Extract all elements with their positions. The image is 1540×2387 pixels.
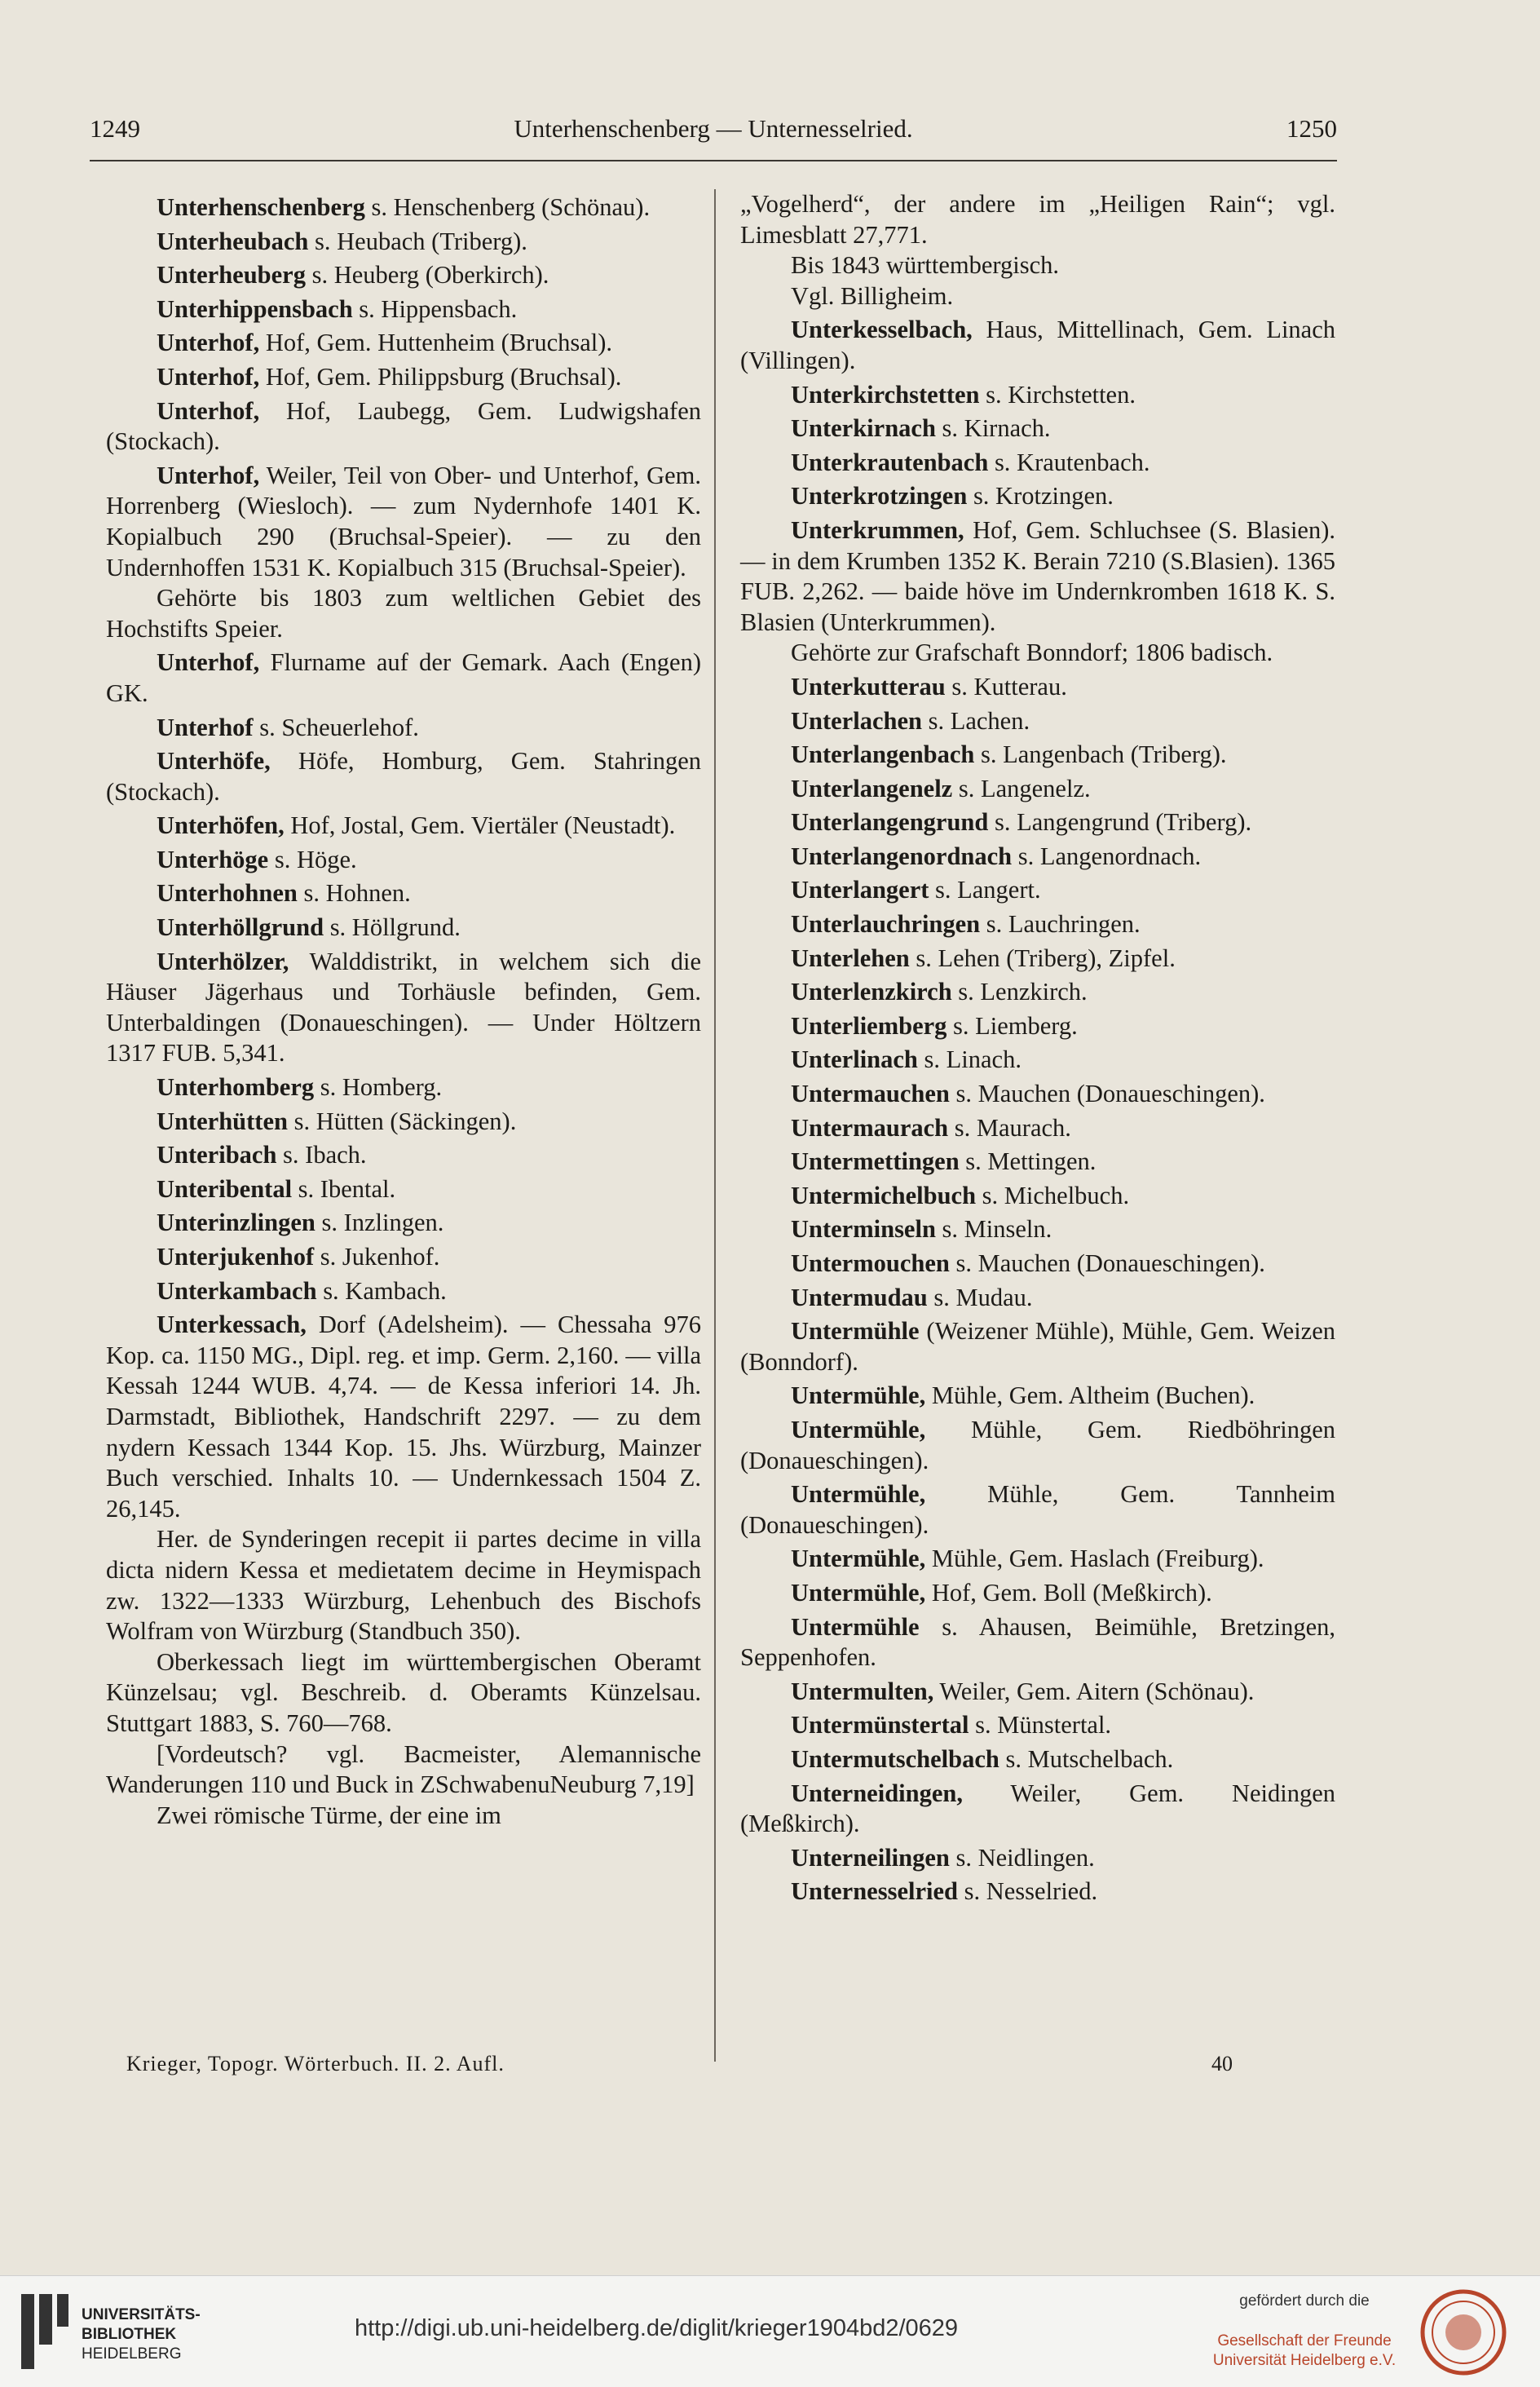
entry-text: s. Langengrund (Triberg). <box>988 808 1252 837</box>
entry <box>740 1249 1335 1280</box>
entry <box>106 260 701 291</box>
entry-headword: Unterlehen <box>791 944 910 972</box>
entry <box>106 845 701 876</box>
entry-text: s. Kutterau. <box>945 672 1067 701</box>
entry-text: s. Michelbuch. <box>976 1181 1130 1209</box>
footer-source: Krieger, Topogr. Wörterbuch. II. 2. Aufl. <box>126 2052 505 2075</box>
entry-headword: Unterneilingen <box>791 1843 950 1872</box>
entry-headword: Unterhof, <box>157 329 260 357</box>
entry-text: Höfe, Homburg, Gem. Stahringen (Stockach). <box>106 747 701 806</box>
entry-text: Walddistrikt, in welchem sich die Häuser Jägerhaus und Torhäusle befinden, Gem. Unterbaldingen (Donaueschingen). — Under Höltzern 1317 FUB. 5,341. <box>106 947 701 1068</box>
column-divider <box>714 189 716 2062</box>
entry <box>740 944 1335 975</box>
entry-headword: Untermichelbuch <box>791 1181 977 1209</box>
entry-headword: Unterliemberg <box>791 1011 947 1040</box>
entry <box>106 1174 701 1205</box>
entry-headword: Unterlachen <box>791 706 922 735</box>
entry <box>740 1415 1335 1476</box>
entry-headword: Unterlangenbach <box>791 740 975 769</box>
entry-headword: Untermühle <box>791 1317 920 1346</box>
entry-text: s. Lauchringen. <box>980 910 1141 939</box>
entry-headword: Untermünstertal <box>791 1711 969 1739</box>
entry <box>740 250 1335 281</box>
entry <box>106 1208 701 1239</box>
entry-headword: Unterlangert <box>791 876 929 904</box>
entry <box>740 1612 1335 1673</box>
entry-headword: Unterlenzkirch <box>791 978 952 1006</box>
entry <box>106 396 701 458</box>
entry-text: s. Heubach (Triberg). <box>308 227 527 255</box>
footer-signature: 40 <box>1211 2052 1233 2075</box>
entry-headword: Unteribental <box>157 1174 293 1203</box>
entry-headword: Unterhenschenberg <box>157 193 365 221</box>
entry-headword: Unterminseln <box>791 1215 936 1244</box>
entry <box>106 227 701 258</box>
entry-headword: Unterjukenhof <box>157 1243 315 1271</box>
entry-headword: Unterhütten <box>157 1107 288 1135</box>
entry-text: s. Neidlingen. <box>949 1843 1095 1872</box>
entry-headword: Unterhöfen, <box>157 811 285 840</box>
entry <box>106 1739 701 1801</box>
entry-text: Hof, Gem. Philippsburg (Bruchsal). <box>259 362 622 391</box>
entry-text: s. Mutschelbach. <box>999 1744 1174 1773</box>
entry <box>740 413 1335 444</box>
entry-text: Zwei römische Türme, der eine im <box>157 1801 501 1829</box>
entry <box>740 1011 1335 1042</box>
entry-text: Gehörte zur Grafschaft Bonndorf; 1806 badisch. <box>791 639 1273 667</box>
entry-headword: Unterhöge <box>157 845 269 873</box>
entry <box>740 380 1335 411</box>
entry-headword: Unterkesselbach, <box>791 316 973 344</box>
entry <box>740 638 1335 669</box>
entry <box>106 811 701 842</box>
entry-headword: Unterkambach <box>157 1276 317 1305</box>
entry-text: Hof, Gem. Schluchsee (S. Blasien). — in dem Krumben 1352 K. Berain 7210 (S.Blasien). 1365 FUB. 2,262. — baide höve im Undernkromben 1618 K. S. Blasien (Unterkrummen). <box>740 515 1335 636</box>
entry-text: Her. de Synderingen recepit ii partes decime in villa dicta nidern Kessa et medietatem decime in Heymispach zw. 1322—1333 Würzburg, Lehenbuch des Bischofs Wolfram von Würzburg (Standbuch 350). <box>106 1525 701 1646</box>
entry-text: s. Nesselried. <box>957 1877 1098 1906</box>
entry-headword: Unterneidingen, <box>791 1779 963 1807</box>
entry-headword: Unterheuberg <box>157 261 306 290</box>
sponsor-name <box>1190 2332 1419 2371</box>
entry-text: „Vogelherd“, der andere im „Heiligen Rain“; vgl. Limesblatt 27,771. <box>740 190 1335 249</box>
entry <box>740 1779 1335 1840</box>
entry-text: (Weizener Mühle), Mühle, Gem. Weizen (Bonndorf). <box>740 1317 1335 1376</box>
entry-text: s. Münstertal. <box>969 1711 1112 1739</box>
entry-headword: Unteribach <box>157 1141 277 1169</box>
entry-text: Hof, Gem. Boll (Meßkirch). <box>925 1578 1212 1607</box>
entry-headword: Untermühle, <box>791 1415 926 1443</box>
entry-text: s. Mauchen (Donaueschingen). <box>949 1080 1265 1108</box>
entry-text: s. Mudau. <box>927 1283 1033 1311</box>
entry-headword: Untermettingen <box>791 1147 960 1176</box>
entry <box>106 461 701 583</box>
entry-text: s. Langert. <box>929 876 1041 904</box>
entry-headword: Untermauchen <box>791 1080 950 1108</box>
entry <box>740 1843 1335 1874</box>
entry-headword: Untermühle <box>791 1612 920 1641</box>
entry-headword: Untermaurach <box>791 1113 949 1142</box>
entry <box>740 515 1335 638</box>
entry-headword: Unternesselried <box>791 1877 958 1906</box>
entry-text: Mühle, Gem. Altheim (Buchen). <box>925 1381 1255 1410</box>
entry <box>106 913 701 944</box>
university-seal-icon <box>1419 2288 1508 2377</box>
entry <box>106 294 701 325</box>
entry-headword: Unterhöllgrund <box>157 913 324 942</box>
entry <box>740 1677 1335 1708</box>
entry-text: s. Krautenbach. <box>988 448 1150 476</box>
entry-text: s. Lehen (Triberg), Zipfel. <box>909 944 1176 972</box>
entry <box>740 909 1335 940</box>
library-logo-icon <box>18 2291 72 2372</box>
entry-headword: Unterlauchringen <box>791 910 981 939</box>
entry <box>740 1578 1335 1609</box>
entry <box>106 362 701 393</box>
header-rule <box>90 160 1337 161</box>
entry-text: s. Höge. <box>268 845 357 873</box>
sponsor-line1: Gesellschaft der Freunde <box>1217 2332 1392 2349</box>
entry-text: Bis 1843 württembergisch. <box>791 251 1059 280</box>
entry <box>106 583 701 644</box>
entry-text: Mühle, Gem. Riedböhringen (Donaueschingen). <box>740 1415 1335 1474</box>
entry <box>740 977 1335 1008</box>
entry-text: s. Ahausen, Beimühle, Bretzingen, Seppenhofen. <box>740 1612 1335 1672</box>
library-name-line1: UNIVERSITÄTS- <box>82 2306 201 2323</box>
entry-text: s. Kirchstetten. <box>979 380 1136 409</box>
entry-text: Hof, Gem. Huttenheim (Bruchsal). <box>259 329 613 357</box>
entry <box>740 1214 1335 1245</box>
entry-text: s. Minseln. <box>935 1215 1052 1244</box>
entry <box>740 774 1335 805</box>
running-title: Unterhenschenberg — Unternesselried. <box>514 114 913 143</box>
entry <box>740 807 1335 838</box>
entry <box>740 706 1335 737</box>
entry-headword: Unterkrummen, <box>791 515 964 544</box>
entry-text: s. Inzlingen. <box>315 1209 444 1237</box>
entry <box>106 746 701 807</box>
entry <box>106 1072 701 1103</box>
entry <box>106 1140 701 1171</box>
entry-headword: Unterhof, <box>157 648 260 677</box>
digitization-bar <box>0 2275 1540 2387</box>
entry-headword: Unterhohnen <box>157 879 298 908</box>
entry-headword: Unterheubach <box>157 227 309 255</box>
entry <box>740 481 1335 512</box>
entry-headword: Untermudau <box>791 1283 928 1311</box>
entry-headword: Untermouchen <box>791 1249 950 1277</box>
entry-text: [Vordeutsch? vgl. Bacmeister, Alemannische Wanderungen 110 und Buck in ZSchwabenuNeuburg 7,19] <box>106 1739 701 1799</box>
page-header <box>90 114 1337 155</box>
library-name-line3: HEIDELBERG <box>82 2345 182 2363</box>
entry-text: Haus, Mittellinach, Gem. Linach (Villingen). <box>740 316 1335 374</box>
entry-text: s. Ibach. <box>276 1141 367 1169</box>
entry-headword: Untermühle, <box>791 1545 926 1573</box>
entry <box>740 740 1335 771</box>
entry-text: s. Hütten (Säckingen). <box>287 1107 517 1135</box>
entry-headword: Unterkessach, <box>157 1311 307 1339</box>
entry <box>740 1283 1335 1314</box>
entry-headword: Unterlangenelz <box>791 774 953 802</box>
entry-text: s. Jukenhof. <box>314 1243 440 1271</box>
entry-text: s. Langenelz. <box>952 774 1091 802</box>
entry-text: s. Scheuerlehof. <box>253 713 419 741</box>
entry-headword: Unterlangengrund <box>791 808 989 837</box>
entry-text: s. Krotzingen. <box>967 482 1114 511</box>
entry-text: Vgl. Billigheim. <box>791 281 954 310</box>
entry-text: s. Heuberg (Oberkirch). <box>305 261 549 290</box>
entry-text: s. Langenordnach. <box>1012 842 1202 870</box>
page-number-left: 1249 <box>90 114 140 143</box>
entry-headword: Unterhomberg <box>157 1073 315 1102</box>
entry <box>106 1801 701 1832</box>
entry-headword: Unterhof <box>157 713 254 741</box>
entry <box>106 878 701 909</box>
entry-text: s. Mauchen (Donaueschingen). <box>949 1249 1265 1277</box>
entry <box>740 1479 1335 1540</box>
entry-headword: Untermühle, <box>791 1381 926 1410</box>
entry-text: Flurname auf der Gemark. Aach (Engen) GK. <box>106 648 701 707</box>
entry-headword: Untermulten, <box>791 1677 934 1705</box>
entry <box>740 1147 1335 1178</box>
library-name-line2: BIBLIOTHEK <box>82 2326 177 2343</box>
page-number-right: 1250 <box>1286 114 1337 143</box>
entry <box>106 1524 701 1647</box>
entry <box>740 1181 1335 1212</box>
entry-text: s. Lachen. <box>921 706 1030 735</box>
entry-headword: Unterkrautenbach <box>791 448 989 476</box>
entry-text: s. Langenbach (Triberg). <box>974 740 1227 769</box>
entry <box>740 1544 1335 1575</box>
entry <box>740 842 1335 873</box>
entry-text: s. Höllgrund. <box>324 913 461 942</box>
entry-text: s. Hohnen. <box>297 879 411 908</box>
entry <box>106 192 701 223</box>
entry-text: Hof, Laubegg, Gem. Ludwigshafen (Stockach). <box>106 396 701 456</box>
entry-text: Dorf (Adelsheim). — Chessaha 976 Kop. ca. 1150 MG., Dipl. reg. et imp. Germ. 2,160. — villa Kessah 1244 WUB. 4,74. — de Kessa inferiori 14. Jh. Darmstadt, Bibliothek, Handschrift 2297. — zu dem nydern Kessach 1344 Kop. 15. Jhs. Würzburg, Mainzer Buch verschied. Inhalts 10. — Undernkessach 1504 Z. 26,145. <box>106 1311 701 1523</box>
entry <box>740 1113 1335 1144</box>
entry-headword: Unterhölzer, <box>157 947 289 975</box>
entry <box>740 1876 1335 1907</box>
entry-text: s. Maurach. <box>948 1113 1071 1142</box>
sponsor-line2: Universität Heidelberg e.V. <box>1212 2352 1397 2369</box>
funded-by-label: gefördert durch die <box>1239 2292 1370 2310</box>
entry <box>106 1242 701 1273</box>
entry-text: Oberkessach liegt im württembergischen Oberamt Künzelsau; vgl. Beschreib. d. Oberamts Künzelsau. Stuttgart 1883, S. 760—768. <box>106 1647 701 1737</box>
entry-headword: Unterkutterau <box>791 672 946 701</box>
entry <box>106 328 701 359</box>
entry <box>106 648 701 709</box>
library-name <box>82 2305 201 2364</box>
entry <box>106 1276 701 1307</box>
entry-text: Weiler, Gem. Neidingen (Meßkirch). <box>740 1779 1335 1838</box>
entry <box>106 713 701 744</box>
entry <box>740 1710 1335 1741</box>
entry-text: s. Homberg. <box>314 1073 443 1102</box>
entry-headword: Unterhof, <box>157 396 260 425</box>
permalink[interactable]: http://digi.ub.uni-heidelberg.de/diglit/krieger1904bd2/0629 <box>355 2315 959 2341</box>
entry <box>106 1310 701 1524</box>
entry-headword: Untermutschelbach <box>791 1744 999 1773</box>
entry-text: s. Kambach. <box>316 1276 447 1305</box>
entry-text: Mühle, Gem. Tannheim (Donaueschingen). <box>740 1480 1335 1539</box>
entry <box>740 1744 1335 1775</box>
entry-headword: Unterkirnach <box>791 414 936 443</box>
entry <box>740 448 1335 479</box>
entry-headword: Unterhöfe, <box>157 747 271 776</box>
entry-text: Mühle, Gem. Haslach (Freiburg). <box>925 1545 1264 1573</box>
entry-text: s. Mettingen. <box>959 1147 1097 1176</box>
entry <box>106 1647 701 1739</box>
entry-text: s. Hippensbach. <box>352 294 518 323</box>
entry-headword: Unterkrotzingen <box>791 482 968 511</box>
entry-text: Hof, Jostal, Gem. Viertäler (Neustadt). <box>284 811 676 840</box>
entry-text: Weiler, Teil von Ober- und Unterhof, Gem. Horrenberg (Wiesloch). — zum Nydernhofe 1401 K. Kopialbuch 290 (Bruchsal-Speier). — zu den Undernhoffen 1531 K. Kopialbuch 315 (Bruchsal-Speier). <box>106 461 701 581</box>
entry-headword: Unterhof, <box>157 362 260 391</box>
entry-headword: Unterinzlingen <box>157 1209 316 1237</box>
entry <box>740 1079 1335 1110</box>
entry <box>740 189 1335 250</box>
sponsor-block <box>1190 2292 1419 2371</box>
entry-text: s. Kirnach. <box>935 414 1051 443</box>
left-column <box>106 189 701 1831</box>
entry <box>106 947 701 1069</box>
right-column <box>740 189 1335 1907</box>
entry-headword: Unterhippensbach <box>157 294 353 323</box>
entry-headword: Untermühle, <box>791 1480 926 1509</box>
entry <box>740 875 1335 906</box>
entry <box>740 672 1335 703</box>
entry <box>740 315 1335 376</box>
entry <box>740 1045 1335 1076</box>
entry-headword: Unterkirchstetten <box>791 380 980 409</box>
entry-headword: Unterlinach <box>791 1045 918 1074</box>
entry <box>740 281 1335 312</box>
entry-text: Gehörte bis 1803 zum weltlichen Gebiet des Hochstifts Speier. <box>106 584 701 643</box>
entry <box>740 1316 1335 1377</box>
entry-headword: Unterlangenordnach <box>791 842 1013 870</box>
entry-headword: Unterhof, <box>157 461 260 489</box>
entry <box>106 1107 701 1138</box>
entry-text: s. Linach. <box>917 1045 1022 1074</box>
entry-headword: Untermühle, <box>791 1578 926 1607</box>
entry-text: s. Henschenberg (Schönau). <box>364 193 651 221</box>
entry-text: s. Lenzkirch. <box>951 978 1088 1006</box>
entry-text: s. Liemberg. <box>947 1011 1078 1040</box>
entry-text: Weiler, Gem. Aitern (Schönau). <box>933 1677 1255 1705</box>
entry-text: s. Ibental. <box>292 1174 396 1203</box>
entry <box>740 1381 1335 1412</box>
